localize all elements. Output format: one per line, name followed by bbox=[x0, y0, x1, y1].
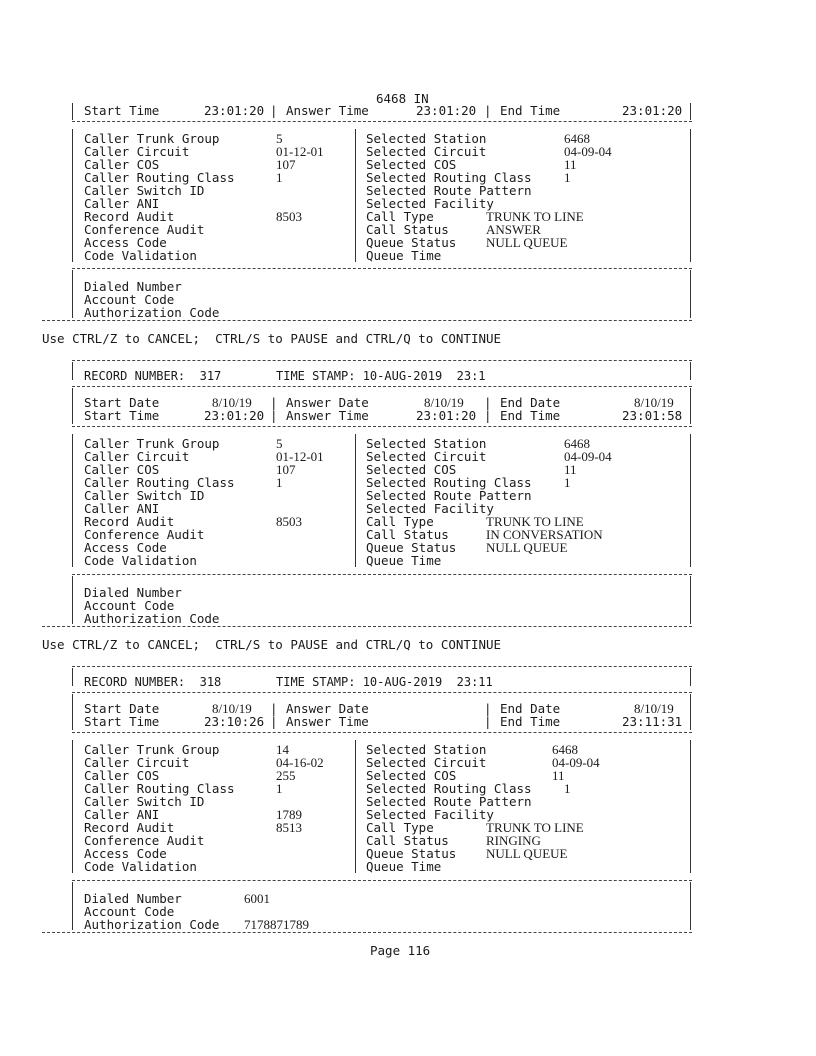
instruction-line: Use CTRL/Z to CANCEL; CTRL/S to PAUSE and CTRL/Q to CONTINUE bbox=[42, 637, 502, 652]
start-time-label: Start Time bbox=[84, 103, 160, 118]
instruction-line: Use CTRL/Z to CANCEL; CTRL/S to PAUSE and CTRL/Q to CONTINUE bbox=[42, 331, 502, 346]
answer-time: 23:01:20 bbox=[416, 408, 477, 423]
end-time: 23:11:31 bbox=[622, 714, 683, 729]
border bbox=[72, 103, 73, 120]
dialed-number-value: 6001 bbox=[244, 891, 270, 906]
time-stamp: TIME STAMP: 10-AUG-2019 23:1 bbox=[276, 369, 486, 383]
record-number: RECORD NUMBER: 317 bbox=[84, 369, 222, 383]
end-time: 23:01:58 bbox=[622, 408, 683, 423]
start-date: 8/10/19 bbox=[212, 701, 252, 716]
divider bbox=[42, 320, 692, 321]
record-number: RECORD NUMBER: 318 bbox=[84, 675, 222, 689]
dialed-number-label: Dialed Number bbox=[84, 279, 182, 294]
top-header: 6468 IN bbox=[376, 91, 429, 106]
answer-time-value: 23:01:20 bbox=[416, 103, 477, 118]
page-number: Page 116 bbox=[370, 943, 431, 958]
document-page: 6468 IN Start Time 23:01:20 | Answer Time 23:01:20 | End Time 23:01:20 Caller Trunk Group 5 Caller Circuit 01-12-01 Caller COS 107 Caller Routing Class 1 Caller Switch ID Caller ANI Record Audit 8503 Conference Audit Access Code Code Validation Selected Station 6468 Selected Circuit 04-09-04 Selected COS 11 Selected Routing Class 1 Selected Route Pattern Selected Facility Call Type TRUNK TO LINE Call Status ANSWER Queue Status NULL QUEUE Queue Time Dialed Number Account Code Authorization Code Use CTRL/Z to CANCEL; CTRL/S to PAUSE and CTRL/Q to CONTINUE RECORD NUMBER: 317 TIME STAMP: 10-AUG-2019 23:1 Start Date 8/10/19 | Answer Date 8/10/19 | End Date 8/10/19 Start Time 23:01:20 | Answer Time 23:01:20 | End Time 23:01:58 Caller Trunk Group 5 Caller Circuit 01-12-01 Caller COS 107 Caller Routing Class 1 Caller Switch ID Caller ANI Record Audit 8503 Conference Audit Access Code Code Validation Selected Station 6468 Selected Circuit 04-09-04 Selected COS 11 Selected Routing Class 1 Selected Route Pattern Selected Facility Call Type TRUNK TO LINE Call Status IN CONVERSATION Queue Status NULL QUEUE Queue Time Dialed Number Account Code Authorization Code Use CTRL/Z to CANCEL; CTRL/S to PAUSE and CTRL/Q to CONTINUE RECORD NUMBER: 318 TIME STAMP: 10-AUG-2019 23:11 Start Date 8/10/19 | Answer Date | End Date 8/10/19 Start Time 23:10:26 | Answer Time | End Time 23:11:31 Caller Trunk Group 14 Caller Circuit 04-16-02 Caller COS 255 Caller Routing Class 1 Caller Switch ID Caller ANI 1789 Record Audit 8513 Conference Audit Access Code Code Validation Selected Station 6468 Selected Circuit 04-09-04 Selected COS 11 Selected Routing Class 1 Selected Route Pattern Selected Facility Call Type TRUNK TO LINE Call Status RINGING Queue Status NULL QUEUE Queue Time Dialed Number 6001 Account Code Authorization Code 7178871789 Page 116 bbox=[0, 0, 816, 1056]
start-time: 23:10:26 bbox=[204, 714, 265, 729]
answer-time-label: Answer Time bbox=[286, 103, 369, 118]
start-date: 8/10/19 bbox=[212, 395, 252, 410]
start-time-value: 23:01:20 bbox=[204, 103, 265, 118]
border bbox=[690, 103, 691, 120]
time-stamp: TIME STAMP: 10-AUG-2019 23:11 bbox=[276, 675, 493, 689]
end-date: 8/10/19 bbox=[634, 701, 674, 716]
authorization-code-label: Authorization Code bbox=[84, 305, 220, 320]
answer-date: 8/10/19 bbox=[424, 395, 464, 410]
divider bbox=[72, 121, 692, 122]
end-time-value: 23:01:20 bbox=[622, 103, 683, 118]
end-time-label: End Time bbox=[500, 103, 561, 118]
authorization-code-value: 7178871789 bbox=[244, 917, 309, 932]
divider bbox=[72, 268, 692, 269]
account-code-label: Account Code bbox=[84, 292, 175, 307]
end-date: 8/10/19 bbox=[634, 395, 674, 410]
start-time: 23:01:20 bbox=[204, 408, 265, 423]
